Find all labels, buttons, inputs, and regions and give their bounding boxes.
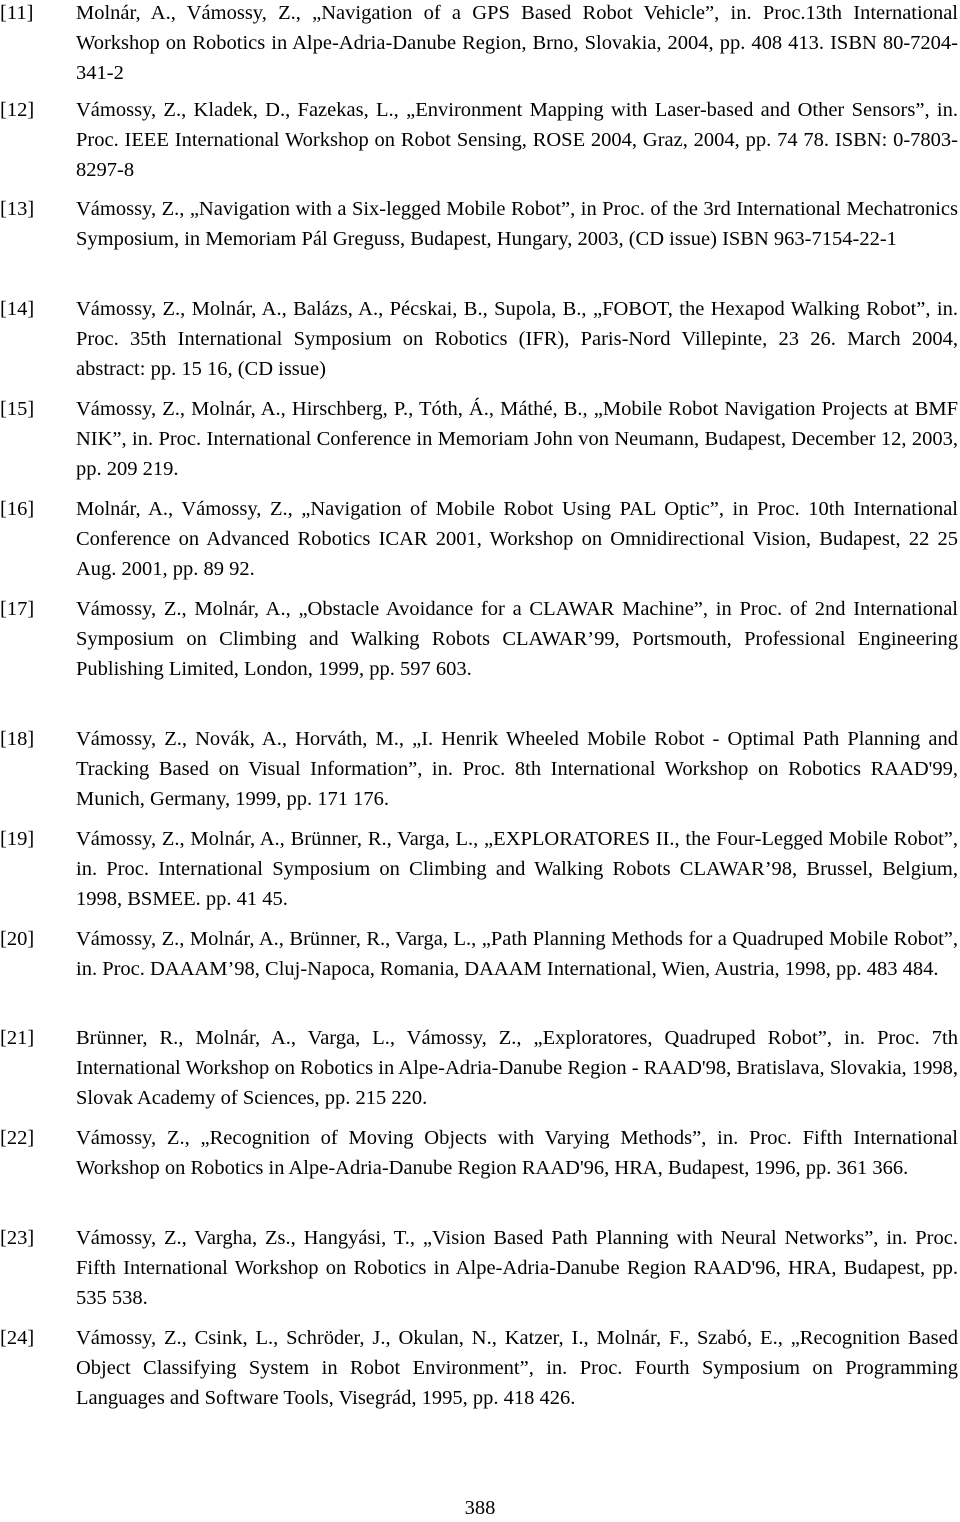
- reference-text: Vámossy, Z., Kladek, D., Fazekas, L., „Environment Mapping with Laser-based and Other Sensors”, in. Proc. IEEE International Workshop on Robot Sensing, ROSE 2004, Graz, 2004, pp. 74 78. ISBN: 0-7803-8297-8: [76, 99, 958, 181]
- page-number: 388: [464, 1497, 496, 1519]
- reference-item: [0, 1123, 958, 1183]
- reference-text: Molnár, A., Vámossy, Z., „Navigation of Mobile Robot Using PAL Optic”, in Proc. 10th International Conference on Advanced Robotics ICAR 2001, Workshop on Omnidirectional Vision, Budapest, 22 25 Aug. 2001, pp. 89 92.: [76, 498, 958, 580]
- reference-text: Vámossy, Z., Molnár, A., Hirschberg, P., Tóth, Á., Máthé, B., „Mobile Robot Navigation Projects at BMF NIK”, in. Proc. International Conference in Memoriam John von Neumann, Budapest, December 12, 2003, pp. 209 219.: [76, 398, 958, 480]
- reference-number: [19]: [0, 828, 35, 850]
- reference-text: Vámossy, Z., Csink, L., Schröder, J., Okulan, N., Katzer, I., Molnár, F., Szabó, E., „Recognition Based Object Classifying System in Robot Environment”, in. Proc. Fourth Symposium on Programming Languages and Software Tools, Visegrád, 1995, pp. 418 426.: [76, 1327, 958, 1409]
- reference-number: [16]: [0, 498, 35, 520]
- reference-item: [0, 824, 958, 914]
- reference-number: [13]: [0, 198, 35, 220]
- reference-text: Vámossy, Z., Molnár, A., „Obstacle Avoidance for a CLAWAR Machine”, in Proc. of 2nd International Symposium on Climbing and Walking Robots CLAWAR’99, Portsmouth, Professional Engineering Publishing Limited, London, 1999, pp. 597 603.: [76, 598, 958, 680]
- reference-item: [0, 194, 958, 254]
- reference-text: Vámossy, Z., Novák, A., Horváth, M., „I. Henrik Wheeled Mobile Robot - Optimal Path Planning and Tracking Based on Visual Information”, in. Proc. 8th International Workshop on Robotics RAAD'99, Munich, Germany, 1999, pp. 171 176.: [76, 728, 958, 810]
- reference-item: [0, 594, 958, 684]
- reference-item: [0, 1023, 958, 1113]
- reference-text: Vámossy, Z., Molnár, A., Brünner, R., Varga, L., „Path Planning Methods for a Quadruped Mobile Robot”, in. Proc. DAAAM’98, Cluj-Napoca, Romania, DAAAM International, Wien, Austria, 1998, pp. 483 484.: [76, 928, 958, 980]
- reference-item: [0, 1323, 958, 1413]
- reference-item: [0, 0, 958, 88]
- reference-number: [24]: [0, 1327, 35, 1349]
- reference-number: [18]: [0, 728, 35, 750]
- reference-item: [0, 294, 958, 384]
- reference-text: Vámossy, Z., Molnár, A., Balázs, A., Pécskai, B., Supola, B., „FOBOT, the Hexapod Walking Robot”, in. Proc. 35th International Symposium on Robotics (IFR), Paris-Nord Villepinte, 23 26. March 2004, abstract: pp. 15 16, (CD issue): [76, 298, 958, 380]
- reference-text: Vámossy, Z., „Recognition of Moving Objects with Varying Methods”, in. Proc. Fifth International Workshop on Robotics in Alpe-Adria-Danube Region RAAD'96, HRA, Budapest, 1996, pp. 361 366.: [76, 1127, 958, 1179]
- reference-number: [22]: [0, 1127, 35, 1149]
- reference-item: [0, 95, 958, 185]
- reference-text: Molnár, A., Vámossy, Z., „Navigation of a GPS Based Robot Vehicle”, in. Proc.13th International Workshop on Robotics in Alpe-Adria-Danube Region, Brno, Slovakia, 2004, pp. 408 413. ISBN 80-7204-341-2: [76, 2, 958, 84]
- reference-item: [0, 724, 958, 814]
- reference-text: Vámossy, Z., Vargha, Zs., Hangyási, T., „Vision Based Path Planning with Neural Networks”, in. Proc. Fifth International Workshop on Robotics in Alpe-Adria-Danube Region RAAD'96, HRA, Budapest, pp. 535 538.: [76, 1227, 958, 1309]
- reference-item: [0, 1223, 958, 1313]
- reference-text: Vámossy, Z., „Navigation with a Six-legged Mobile Robot”, in Proc. of the 3rd International Mechatronics Symposium, in Memoriam Pál Greguss, Budapest, Hungary, 2003, (CD issue) ISBN 963-7154-22-1: [76, 198, 958, 250]
- reference-item: [0, 494, 958, 584]
- reference-number: [20]: [0, 928, 35, 950]
- reference-text: Brünner, R., Molnár, A., Varga, L., Vámossy, Z., „Exploratores, Quadruped Robot”, in. Proc. 7th International Workshop on Robotics in Alpe-Adria-Danube Region - RAAD'98, Bratislava, Slovakia, 1998, Slovak Academy of Sciences, pp. 215 220.: [76, 1027, 958, 1109]
- reference-item: [0, 394, 958, 484]
- reference-number: [14]: [0, 298, 35, 320]
- reference-number: [11]: [0, 2, 34, 24]
- reference-item: [0, 924, 958, 984]
- reference-text: Vámossy, Z., Molnár, A., Brünner, R., Varga, L., „EXPLORATORES II., the Four-Legged Mobile Robot”, in. Proc. International Symposium on Climbing and Walking Robots CLAWAR’98, Brussel, Belgium, 1998, BSMEE. pp. 41 45.: [76, 828, 958, 910]
- reference-number: [17]: [0, 598, 35, 620]
- reference-number: [23]: [0, 1227, 35, 1249]
- reference-number: [15]: [0, 398, 35, 420]
- reference-number: [21]: [0, 1027, 35, 1049]
- reference-number: [12]: [0, 99, 35, 121]
